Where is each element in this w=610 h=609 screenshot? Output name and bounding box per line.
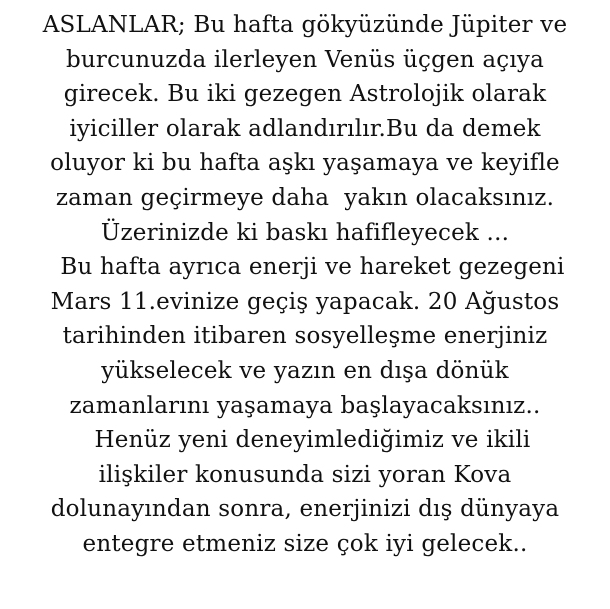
- horoscope-text: [0, 8, 610, 562]
- text-line: Üzerinizde ki baskı hafifleyecek ...: [100, 219, 510, 246]
- text-line: zamanlarını yaşamaya başlayacaksınız..: [69, 392, 541, 419]
- text-line: burcunuzda ilerleyen Venüs üçgen açıya: [66, 46, 544, 73]
- text-line: girecek. Bu iki gezegen Astrolojik olarak: [63, 81, 547, 108]
- text-line: ilişkiler konusunda sizi yoran Kova: [98, 461, 512, 488]
- text-line: entegre etmeniz size çok iyi gelecek..: [82, 530, 528, 557]
- text-line: iyiciller olarak adlandırılır.Bu da demek: [69, 115, 541, 142]
- text-line: oluyor ki bu hafta aşkı yaşamaya ve keyifle: [50, 150, 560, 177]
- text-line: Bu hafta ayrıca enerji ve hareket gezegeni: [45, 254, 565, 281]
- text-line: tarihinden itibaren sosyelleşme enerjiniz: [62, 323, 548, 350]
- text-line: dolunayından sonra, enerjinizi dış dünyaya: [50, 496, 560, 523]
- text-line: ASLANLAR; Bu hafta gökyüzünde Jüpiter ve: [42, 12, 568, 38]
- text-line: Mars 11.evinize geçiş yapacak. 20 Ağustos: [50, 288, 560, 315]
- text-line: zaman geçirmeye daha yakın olacaksınız.: [55, 184, 555, 211]
- text-line: Henüz yeni deneyimlediğimiz ve ikili: [79, 427, 531, 454]
- text-line: yükselecek ve yazın en dışa dönük: [101, 357, 509, 384]
